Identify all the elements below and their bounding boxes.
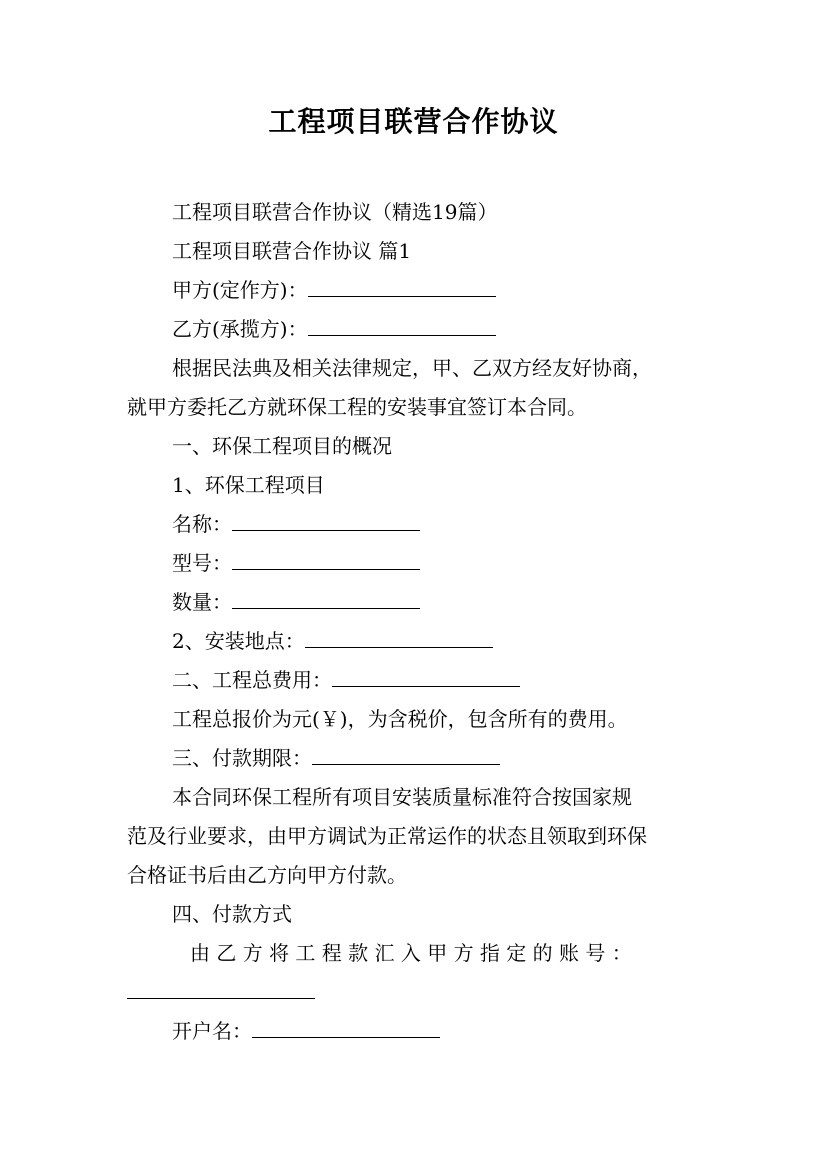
subtitle-line bbox=[172, 200, 497, 224]
paragraph-text: 就甲方委托乙方就环保工程的安装事宜签订本合同。 bbox=[127, 395, 587, 419]
account-number-blank bbox=[127, 980, 315, 999]
clause-heading-text: 一、环保工程项目的概况 bbox=[172, 434, 392, 458]
name-field-label: 名称： bbox=[172, 512, 232, 536]
name-field-line bbox=[172, 512, 420, 536]
paragraph-line bbox=[172, 707, 628, 731]
total-cost-label: 二、工程总费用： bbox=[172, 668, 332, 692]
party-a-line bbox=[172, 278, 496, 302]
quantity-field-label: 数量： bbox=[172, 590, 232, 614]
paragraph-line bbox=[190, 941, 632, 965]
item-heading-text: 1、环保工程项目 bbox=[172, 473, 325, 497]
subtitle-text: 工程项目联营合作协议（精选19篇） bbox=[172, 200, 498, 224]
payment-term-line bbox=[172, 746, 500, 770]
name-field-blank bbox=[232, 512, 420, 531]
paragraph-line bbox=[127, 824, 647, 848]
model-field-label: 型号： bbox=[172, 551, 232, 575]
party-b-line bbox=[172, 317, 496, 341]
paragraph-text: 由 乙 方 将 工 程 款 汇 入 甲 方 指 定 的 账 号 ： bbox=[190, 941, 632, 965]
clause-heading-line bbox=[172, 434, 392, 458]
quantity-field-line bbox=[172, 590, 420, 614]
party-b-label: 乙方(承揽方)： bbox=[172, 317, 308, 341]
location-field-blank bbox=[305, 629, 493, 648]
party-b-blank bbox=[308, 317, 496, 336]
total-cost-blank bbox=[332, 668, 520, 687]
section-heading-line bbox=[172, 239, 411, 263]
total-cost-line bbox=[172, 668, 520, 692]
clause-heading-text: 四、付款方式 bbox=[172, 902, 292, 926]
party-a-blank bbox=[308, 278, 496, 297]
account-name-blank bbox=[252, 1019, 440, 1038]
paragraph-text: 根据民法典及相关法律规定，甲、乙双方经友好协商， bbox=[172, 356, 652, 380]
account-name-label: 开户名： bbox=[172, 1019, 252, 1043]
paragraph-text: 合格证书后由乙方向甲方付款。 bbox=[127, 863, 407, 887]
party-a-label: 甲方(定作方)： bbox=[172, 278, 308, 302]
section-heading-text: 工程项目联营合作协议 篇1 bbox=[172, 239, 412, 263]
model-field-line bbox=[172, 551, 420, 575]
location-field-label: 2、安装地点： bbox=[172, 629, 305, 653]
payment-term-blank bbox=[312, 746, 500, 765]
item-heading-line bbox=[172, 473, 325, 497]
clause-heading-line bbox=[172, 902, 292, 926]
paragraph-line bbox=[127, 395, 587, 419]
quantity-field-blank bbox=[232, 590, 420, 609]
account-number-line bbox=[127, 980, 315, 1004]
model-field-blank bbox=[232, 551, 420, 570]
paragraph-text: 本合同环保工程所有项目安装质量标准符合按国家规 bbox=[172, 785, 632, 809]
account-name-line bbox=[172, 1019, 440, 1043]
paragraph-line bbox=[127, 863, 407, 887]
document-title: 工程项目联营合作协议 bbox=[268, 105, 559, 138]
location-field-line bbox=[172, 629, 493, 653]
paragraph-text: 范及行业要求，由甲方调试为正常运作的状态且领取到环保 bbox=[127, 824, 647, 848]
payment-term-label: 三、付款期限： bbox=[172, 746, 312, 770]
paragraph-text: 工程总报价为元(￥)，为含税价，包含所有的费用。 bbox=[172, 707, 628, 731]
paragraph-line bbox=[172, 785, 632, 809]
paragraph-line bbox=[172, 356, 652, 380]
